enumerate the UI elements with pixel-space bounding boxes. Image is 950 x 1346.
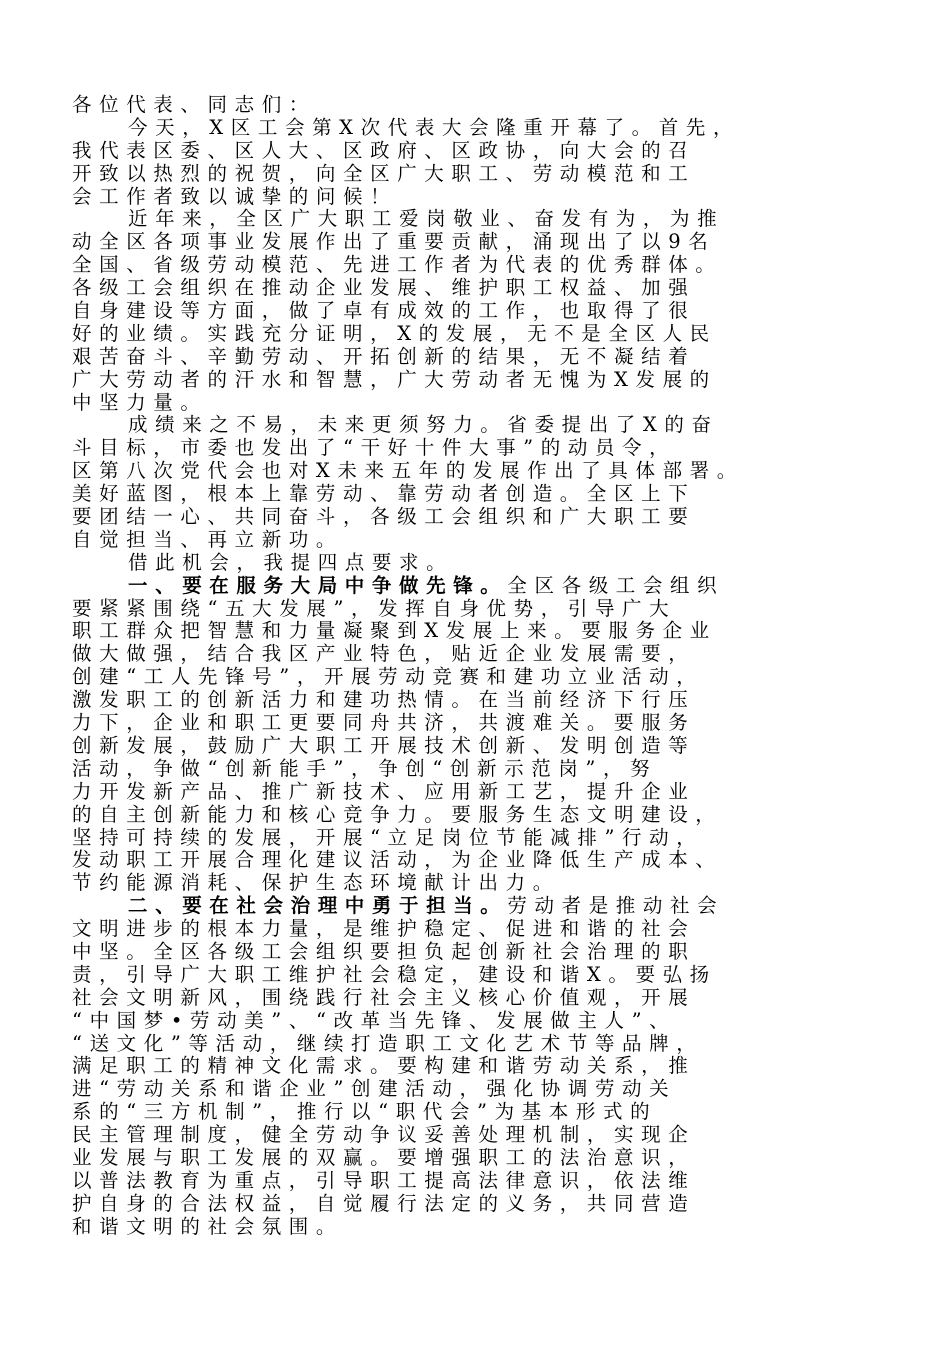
text-run: 全区各级工会组织: [507, 573, 725, 597]
text-run: 发动职工开展合理化建议活动，为企业降低生产成本、: [72, 848, 723, 872]
text-line: [72, 735, 894, 758]
text-run: 的自主创新能力和核心竞争力。要服务生态文明建设，: [72, 802, 723, 826]
text-line: [72, 1010, 894, 1033]
text-run: “送文化”等活动，继续打造职工文化艺术节等品牌，: [72, 1031, 704, 1055]
text-run: 成绩来之不易，未来更须努力。省委提出了X的奋: [128, 413, 719, 437]
text-line: [72, 941, 894, 964]
text-line: [72, 1124, 894, 1147]
text-run: 力开发新产品、推广新技术、应用新工艺，提升企业: [72, 779, 696, 803]
text-run: 民主管理制度，健全劳动争议妥善处理机制，实现企: [72, 1123, 696, 1147]
text-line: [72, 758, 894, 781]
text-line: [72, 140, 894, 163]
text-line: [72, 483, 894, 506]
text-run: 广大劳动者的汗水和智慧，广大劳动者无愧为X发展的: [72, 367, 717, 391]
text-run: 全国、省级劳动模范、先进工作者为代表的优秀群体。: [72, 253, 723, 277]
text-run: 自身建设等方面，做了卓有成效的工作，也取得了很: [72, 299, 696, 323]
text-run: 创新发展，鼓励广大职工开展技术创新、发明创造等: [72, 733, 696, 757]
text-line: [72, 300, 894, 323]
text-line: [72, 208, 894, 231]
text-line: [72, 575, 894, 598]
text-run: 劳动者是推动社会: [507, 894, 725, 918]
section-heading: 二、要在社会治理中勇于担当。: [128, 894, 508, 918]
text-run: 动全区各项事业发展作出了重要贡献，涌现出了以9名: [72, 230, 716, 254]
text-run: 以普法教育为重点，引导职工提高法律意识，依法维: [72, 1168, 696, 1192]
text-run: 系的“三方机制”，推行以“职代会”为基本形式的: [72, 1100, 658, 1124]
text-line: [72, 1147, 894, 1170]
text-line: [72, 827, 894, 850]
text-run: 业发展与职工发展的双赢。要增强职工的法治意识，: [72, 1145, 696, 1169]
text-line: [72, 231, 894, 254]
text-run: 满足职工的精神文化需求。要构建和谐劳动关系，推: [72, 1054, 696, 1078]
text-line: [72, 987, 894, 1010]
text-line: [72, 849, 894, 872]
text-line: [72, 186, 894, 209]
text-run: 做大做强，结合我区产业特色，贴近企业发展需要，: [72, 642, 696, 666]
text-line: [72, 414, 894, 437]
text-run: 各级工会组织在推动企业发展、维护职工权益、加强: [72, 276, 696, 300]
text-line: [72, 1078, 894, 1101]
text-line: [72, 781, 894, 804]
text-run: 坚持可持续的发展，开展“立足岗位节能减排”行动，: [72, 825, 704, 849]
section-heading: 一、要在服务大局中争做先锋。: [128, 573, 508, 597]
text-line: [72, 918, 894, 941]
text-run: 会工作者致以诚挚的问候！: [72, 184, 398, 208]
greeting-line: 各位代表、同志们：: [72, 93, 316, 116]
text-run: 激发职工的创新活力和建功热情。在当前经济下行压: [72, 688, 696, 712]
text-line: [72, 254, 894, 277]
text-line: [72, 712, 894, 735]
text-run: 进“劳动关系和谐企业”创建活动，强化协调劳动关: [72, 1077, 677, 1101]
text-line: [72, 392, 894, 415]
text-run: 今天，X区工会第X次代表大会隆重开幕了。首先，: [128, 115, 741, 139]
text-line: [72, 460, 894, 483]
text-line: [72, 643, 894, 666]
text-run: 好的业绩。实践充分证明，X的发展，无不是全区人民: [72, 321, 717, 345]
text-run: 力下，企业和职工更要同舟共济，共渡难关。要服务: [72, 711, 696, 735]
text-line: [72, 1101, 894, 1124]
text-run: 责，引导广大职工维护社会稳定，建设和谐X。要弘扬: [72, 962, 717, 986]
text-line: [72, 506, 894, 529]
text-line: [72, 666, 894, 689]
text-line: [72, 872, 894, 895]
text-run: 斗目标，市委也发出了“干好十件大事”的动员令，: [72, 436, 677, 460]
text-line: [72, 437, 894, 460]
text-run: 社会文明新风，围绕践行社会主义核心价值观，开展: [72, 985, 696, 1009]
text-line: [72, 1055, 894, 1078]
text-run: 近年来，全区广大职工爱岗敬业、奋发有为，为推: [128, 207, 725, 231]
text-line: [72, 1033, 894, 1056]
text-run: 要紧紧围绕“五大发展”，发挥自身优势，引导广大: [72, 596, 677, 620]
text-line: [72, 323, 894, 346]
text-line: [72, 529, 894, 552]
text-run: “中国梦•劳动美”、“改革当先锋、发展做主人”、: [72, 1008, 677, 1032]
text-line: [72, 689, 894, 712]
text-line: [72, 620, 894, 643]
text-line: [72, 1170, 894, 1193]
text-line: [72, 1193, 894, 1216]
text-run: 节约能源消耗、保护生态环境献计出力。: [72, 871, 560, 895]
text-run: 中坚。全区各级工会组织要担负起创新社会治理的职: [72, 939, 696, 963]
text-line: [72, 117, 894, 140]
document-page: [72, 94, 894, 1239]
document-body: [72, 117, 894, 1239]
text-run: 职工群众把智慧和力量凝聚到X发展上来。要服务企业: [72, 619, 717, 643]
text-line: [72, 804, 894, 827]
text-run: 文明进步的根本力量，是维护稳定、促进和谐的社会: [72, 917, 696, 941]
text-run: 艰苦奋斗、辛勤劳动、开拓创新的结果，无不凝结着: [72, 344, 696, 368]
text-line: [72, 895, 894, 918]
text-line: [72, 277, 894, 300]
text-run: 自觉担当、再立新功。: [72, 527, 344, 551]
text-run: 和谐文明的社会氛围。: [72, 1214, 344, 1238]
text-run: 区第八次党代会也对X未来五年的发展作出了具体部署。: [72, 459, 744, 483]
text-line: [72, 598, 894, 621]
text-run: 借此机会，我提四点要求。: [128, 550, 454, 574]
text-line: [72, 163, 894, 186]
text-line: [72, 346, 894, 369]
text-run: 开致以热烈的祝贺，向全区广大职工、劳动模范和工: [72, 161, 696, 185]
text-line: [72, 1216, 894, 1239]
text-run: 美好蓝图，根本上靠劳动、靠劳动者创造。全区上下: [72, 482, 696, 506]
text-run: 要团结一心、共同奋斗，各级工会组织和广大职工要: [72, 505, 696, 529]
text-line: [72, 369, 894, 392]
text-run: 中坚力量。: [72, 390, 208, 414]
text-run: 我代表区委、区人大、区政府、区政协，向大会的召: [72, 138, 696, 162]
text-line: [72, 552, 894, 575]
text-run: 护自身的合法权益，自觉履行法定的义务，共同营造: [72, 1191, 696, 1215]
text-line: [72, 964, 894, 987]
text-run: 活动，争做“创新能手”，争创“创新示范岗”，努: [72, 756, 658, 780]
text-run: 创建“工人先锋号”，开展劳动竞赛和建功立业活动，: [72, 665, 704, 689]
